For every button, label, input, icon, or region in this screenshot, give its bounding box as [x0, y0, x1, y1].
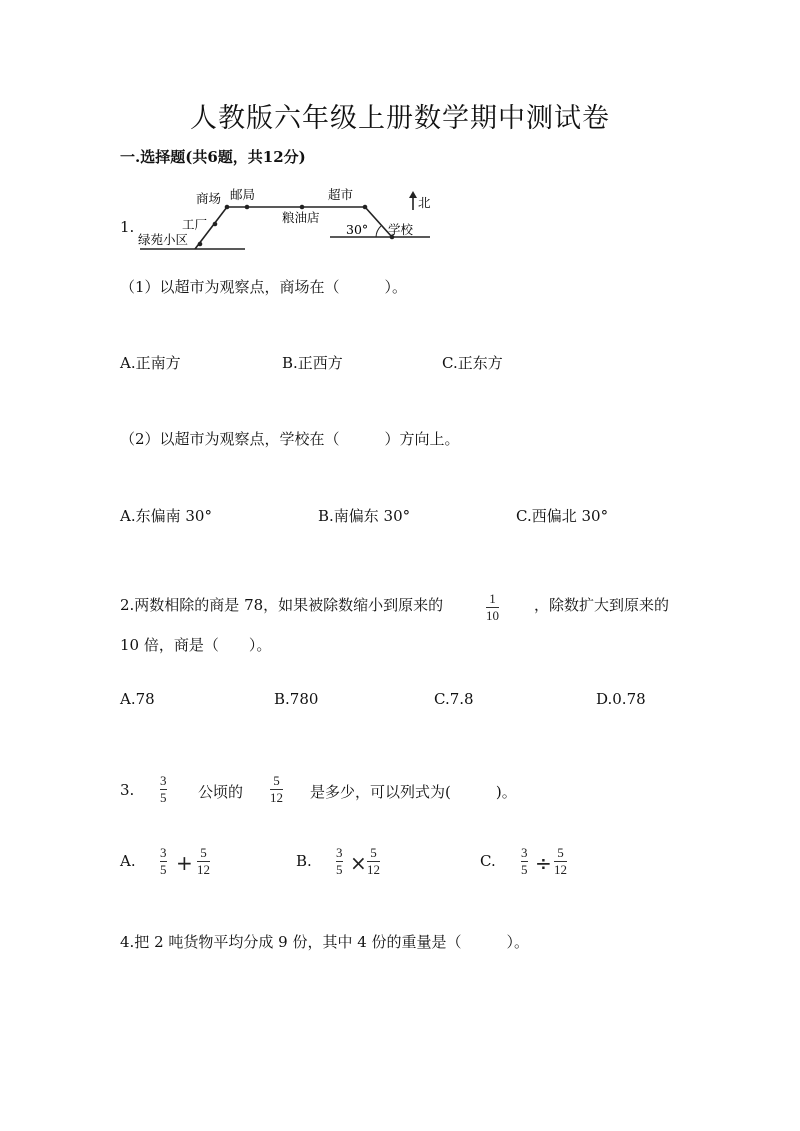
- q3-option-b-label[interactable]: B.: [296, 852, 312, 870]
- q3-option-c-operator: ÷: [535, 851, 552, 875]
- q3-fraction-2-denominator: 12: [270, 790, 283, 805]
- q1-sub2-option-b[interactable]: B.南偏东 30°: [318, 507, 411, 525]
- q3-option-b-operator: ×: [350, 851, 367, 875]
- q1-sub1-option-c[interactable]: C.正东方: [442, 354, 503, 372]
- page-title: 人教版六年级上册数学期中测试卷: [190, 103, 610, 134]
- q1-sub2-option-a[interactable]: A.东偏南 30°: [120, 507, 212, 525]
- fraction-numerator: 5: [370, 845, 377, 860]
- label-angle: 30°: [346, 222, 369, 237]
- label-lvyuan: 绿苑小区: [138, 232, 189, 247]
- label-shangchang: 商场: [196, 191, 222, 206]
- angle-arc: [376, 226, 381, 237]
- q2-text-b: ，除数扩大到原来的: [534, 596, 670, 614]
- q3-fraction-1: [160, 774, 167, 805]
- point-chaoshi: [363, 205, 368, 210]
- q3-text-b: 是多少，可以列式为( )。: [310, 783, 517, 801]
- fraction-denominator: 12: [197, 862, 210, 877]
- q3-fraction-2-numerator: 5: [273, 773, 280, 788]
- section-heading: 一.选择题(共6题，共12分): [120, 148, 306, 166]
- q3-option-a-label[interactable]: A.: [120, 852, 136, 870]
- q2-fraction-numerator: 1: [489, 591, 496, 606]
- q2-option-d[interactable]: D.0.78: [596, 690, 646, 708]
- fraction-denominator: 12: [367, 862, 380, 877]
- q2-text-c: 10 倍，商是（ ）。: [120, 636, 272, 654]
- q3-fraction-1-denominator: 5: [160, 790, 167, 805]
- q1-map-diagram: [130, 182, 440, 257]
- q3-fraction-1-numerator: 3: [160, 773, 167, 788]
- point-shangchang: [225, 205, 230, 210]
- label-xuexiao: 学校: [388, 222, 414, 237]
- q2-option-c[interactable]: C.7.8: [434, 690, 474, 708]
- fraction-numerator: 3: [160, 845, 167, 860]
- q3-option-a-fraction-2: [197, 846, 210, 877]
- point-gongchang: [213, 222, 218, 227]
- q1-sub1-option-b[interactable]: B.正西方: [282, 354, 343, 372]
- q3-option-c-label[interactable]: C.: [480, 852, 496, 870]
- fraction-numerator: 5: [557, 845, 564, 860]
- q3-option-c-fraction-1: [521, 846, 528, 877]
- q2-option-a[interactable]: A.78: [120, 690, 155, 708]
- north-arrow-head: [409, 191, 417, 198]
- q1-sub1-prompt: （1）以超市为观察点，商场在（ ）。: [120, 278, 408, 296]
- q3-option-a-operator: +: [176, 851, 193, 875]
- q3-option-b-fraction-2: [367, 846, 380, 877]
- q2-text-a: 2.两数相除的商是 78，如果被除数缩小到原来的: [120, 596, 444, 614]
- fraction-denominator: 5: [160, 862, 167, 877]
- fraction-numerator: 3: [336, 845, 343, 860]
- fraction-denominator: 5: [521, 862, 528, 877]
- fraction-numerator: 5: [200, 845, 207, 860]
- q1-sub2-prompt: （2）以超市为观察点，学校在（ ）方向上。: [120, 430, 460, 448]
- label-gongchang: 工厂: [182, 217, 208, 232]
- q3-option-b-fraction-1: [336, 846, 343, 877]
- label-chaoshi: 超市: [328, 187, 354, 202]
- q2-fraction-denominator: 10: [486, 608, 499, 623]
- q1-sub2-option-c[interactable]: C.西偏北 30°: [516, 507, 609, 525]
- fraction-denominator: 12: [554, 862, 567, 877]
- fraction-denominator: 5: [336, 862, 343, 877]
- q3-option-c-fraction-2: [554, 846, 567, 877]
- fraction-numerator: 3: [521, 845, 528, 860]
- q1-number: 1.: [120, 218, 135, 236]
- q4-text: 4.把 2 吨货物平均分成 9 份，其中 4 份的重量是（ ）。: [120, 933, 530, 951]
- q3-option-a-fraction-1: [160, 846, 167, 877]
- q3-fraction-2: [270, 774, 283, 805]
- label-bei: 北: [418, 195, 431, 210]
- point-lvyuan: [198, 242, 203, 247]
- q2-fraction: [486, 592, 499, 623]
- q2-option-b[interactable]: B.780: [274, 690, 319, 708]
- label-liangyoudian: 粮油店: [282, 210, 320, 225]
- point-youju: [245, 205, 250, 210]
- q1-sub1-option-a[interactable]: A.正南方: [120, 354, 181, 372]
- point-liangyoudian: [300, 205, 305, 210]
- label-youju: 邮局: [230, 187, 256, 202]
- q3-text-a: 公顷的: [198, 783, 244, 801]
- q3-number: 3.: [120, 781, 135, 799]
